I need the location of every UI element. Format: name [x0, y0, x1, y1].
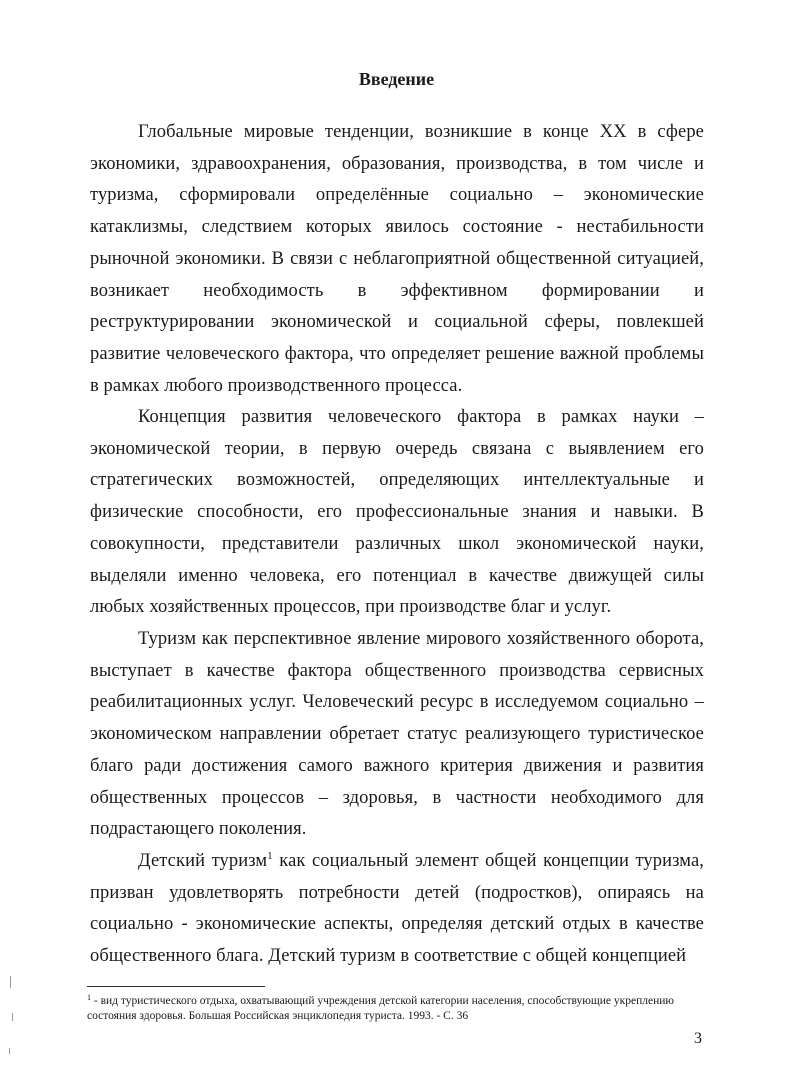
paragraph-4-continuation-text: как социальный элемент общей концепции туризма, призван удовлетворять потребности детей (подростков), опираясь на социально - экономические аспекты, определяя детский отдых в качестве общественного блага. Детский туризм в соответствие с общей концепцией [90, 851, 704, 967]
footnote [87, 994, 707, 1024]
scan-margin-mark [10, 976, 11, 988]
body-paragraph-2: Концепция развития человеческого фактора в рамках науки – экономической теории, в первую очередь связана с выявлением его стратегических возможностей, определяющих интеллектуальные и физические способности, его профессиональные знания и навыки. В совокупности, представители различных школ экономической науки, выделяли именно человека, его потенциал в качестве движущей силы любых хозяйственных процессов, при производстве благ и услуг. [90, 407, 704, 618]
body-paragraph-3: Туризм как перспективное явление мирового хозяйственного оборота, выступает в качестве фактора общественного производства сервисных реабилитационных услуг. Человеческий ресурс в исследуемом социально – экономическом направлении обретает статус реализующего туристическое благо ради достижения самого важного критерия движения и развития общественных процессов – здоровья, в частности необходимого для подрастающего поколения. [90, 629, 704, 840]
scan-margin-mark [12, 1013, 13, 1021]
page-number: 3 [694, 1030, 702, 1047]
body-paragraph-1: Глобальные мировые тенденции, возникшие в конце XX в сфере экономики, здравоохранения, образования, производства, в том числе и туризма, сформировали определённые социально – экономические катаклизмы, следствием которых явилось состояние - нестабильности рыночной экономики. В связи с неблагоприятной общественной ситуацией, возникает необходимость в эффективном формировании и реструктурировании экономической и социальной сферы, повлекшей развитие человеческого фактора, что определяет решение важной проблемы в рамках любого производственного процесса. [90, 122, 704, 396]
footnote-reference-marker: 1 [267, 850, 273, 862]
footnote-marker: 1 [87, 993, 91, 1002]
page-title: Введение [358, 69, 435, 89]
scan-margin-mark [9, 1048, 10, 1054]
paragraph-4-lead-text: Детский туризм [138, 851, 268, 871]
footnote-separator-line [87, 986, 265, 987]
body-paragraph-4 [90, 846, 704, 973]
footnote-text: - вид туристического отдыха, охватывающий учреждения детской категории населения, способствующие укреплению состояния здоровья. Большая Российская энциклопедия туриста. 1993. - С. 36 [87, 995, 674, 1022]
